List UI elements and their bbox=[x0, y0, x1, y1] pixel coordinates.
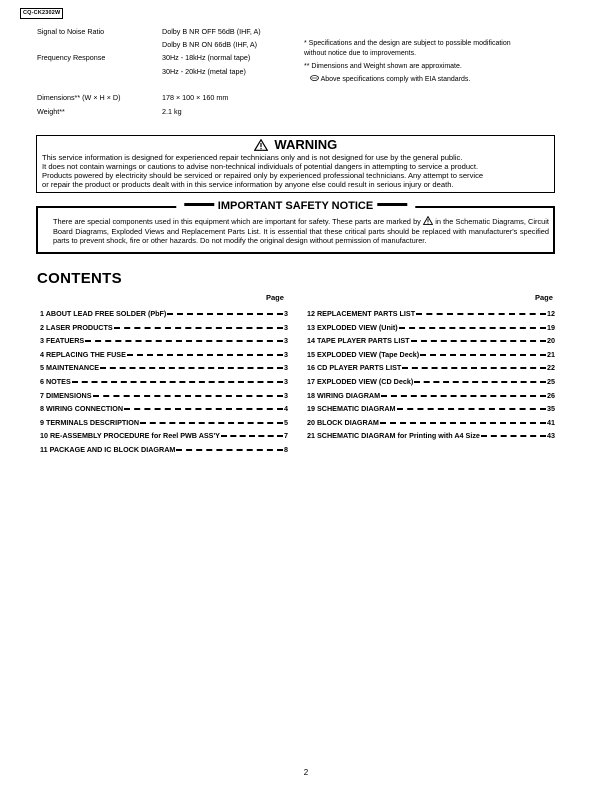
toc-entry-page: 22 bbox=[547, 363, 555, 373]
toc-entry[interactable] bbox=[307, 350, 555, 360]
toc-entry-page: 25 bbox=[547, 377, 555, 386]
safety-title: IMPORTANT SAFETY NOTICE bbox=[217, 200, 374, 212]
warning-title: WARNING bbox=[274, 137, 338, 152]
toc-entry-title: 15 EXPLODED VIEW (Tape Deck) bbox=[307, 349, 420, 359]
heading-rule-right bbox=[377, 203, 407, 206]
toc-entry-title: 20 BLOCK DIAGRAM bbox=[307, 417, 379, 427]
page-number: 2 bbox=[303, 768, 309, 777]
toc-entry-title: 9 TERMINALS DESCRIPTION bbox=[40, 417, 140, 427]
toc-entry-title: 7 DIMENSIONS bbox=[40, 390, 92, 400]
toc-entry-page: 3 bbox=[284, 363, 288, 373]
warning-text bbox=[42, 153, 557, 189]
spec-freq-label: Frequency Response bbox=[37, 53, 106, 62]
toc-entry-page: 12 bbox=[547, 309, 555, 318]
toc-leader-dots bbox=[85, 340, 283, 342]
toc-entry-page: 3 bbox=[284, 336, 288, 346]
note-line-3: ** Dimensions and Weight shown are approximate. bbox=[304, 63, 462, 70]
toc-entry-page: 41 bbox=[547, 417, 555, 427]
warning-line-1: This service information is designed for experienced repair technicians only and is not designed for use by the general public. bbox=[42, 153, 463, 162]
toc-entry-title: 10 RE-ASSEMBLY PROCEDURE for Reel PWB ASS'Y bbox=[40, 431, 220, 441]
toc-entry[interactable] bbox=[40, 445, 288, 455]
toc-leader-dots bbox=[114, 327, 283, 329]
toc-leader-dots bbox=[416, 313, 546, 315]
toc-leader-dots bbox=[380, 422, 546, 424]
toc-entry-page: 19 bbox=[547, 322, 555, 332]
toc-entry-title: 5 MAINTENANCE bbox=[40, 363, 100, 373]
toc-entry[interactable] bbox=[307, 377, 555, 387]
toc-entry-title: 19 SCHEMATIC DIAGRAM bbox=[307, 404, 396, 414]
toc-leader-dots bbox=[420, 354, 546, 356]
page-column-label-left: Page bbox=[266, 293, 284, 302]
safety-notice-box bbox=[36, 200, 555, 254]
model-number-tag: CQ-CK2302W bbox=[20, 8, 63, 19]
toc-leader-dots bbox=[167, 313, 283, 315]
toc-entry[interactable] bbox=[307, 431, 555, 441]
toc-entry-title: 11 PACKAGE AND IC BLOCK DIAGRAM bbox=[40, 445, 176, 454]
spec-dimensions-label: Dimensions** (W × H × D) bbox=[37, 93, 121, 102]
page-column-label-right: Page bbox=[535, 293, 553, 302]
toc-entry-page: 4 bbox=[284, 404, 288, 414]
toc-entry[interactable] bbox=[307, 404, 555, 414]
toc-leader-dots bbox=[381, 395, 546, 397]
toc-leader-dots bbox=[402, 367, 546, 369]
toc-leader-dots bbox=[127, 354, 283, 356]
toc-entry-page: 3 bbox=[284, 349, 288, 359]
warning-line-3: Products powered by electricity should be serviced or repaired only by experienced professional technicians. Any attempt to service bbox=[42, 171, 484, 180]
spec-weight-label: Weight** bbox=[37, 107, 65, 116]
toc-entry-title: 14 TAPE PLAYER PARTS LIST bbox=[307, 336, 410, 346]
spec-dimensions-value: 178 × 100 × 160 mm bbox=[162, 93, 229, 102]
toc-entry[interactable] bbox=[40, 323, 288, 333]
warning-box bbox=[36, 135, 555, 193]
toc-entry[interactable] bbox=[307, 391, 555, 401]
toc-entry-title: 18 WIRING DIAGRAM bbox=[307, 390, 381, 400]
toc-entry-page: 3 bbox=[284, 309, 288, 318]
spec-snr-label: Signal to Noise Ratio bbox=[37, 27, 105, 36]
toc-leader-dots bbox=[411, 340, 546, 342]
toc-entry-page: 8 bbox=[284, 445, 288, 454]
warning-triangle-icon bbox=[254, 137, 275, 152]
toc-entry-title: 17 EXPLODED VIEW (CD Deck) bbox=[307, 377, 414, 386]
toc-entry-title: 4 REPLACING THE FUSE bbox=[40, 349, 126, 359]
toc-entry-title: 8 WIRING CONNECTION bbox=[40, 404, 124, 414]
toc-entry-page: 43 bbox=[547, 431, 555, 441]
toc-leader-dots bbox=[221, 435, 283, 437]
spec-freq-value-1: 30Hz - 18kHz (normal tape) bbox=[162, 53, 251, 62]
toc-leader-dots bbox=[124, 408, 283, 410]
toc-entry-title: 1 ABOUT LEAD FREE SOLDER (PbF) bbox=[40, 309, 167, 318]
toc-entry[interactable] bbox=[307, 323, 555, 333]
warning-heading bbox=[37, 136, 554, 154]
toc-entry-title: 16 CD PLAYER PARTS LIST bbox=[307, 363, 402, 373]
safety-mark-icon bbox=[423, 216, 433, 227]
toc-entry[interactable] bbox=[40, 363, 288, 373]
toc-entry[interactable] bbox=[307, 363, 555, 373]
toc-entry-page: 3 bbox=[284, 390, 288, 400]
toc-entry[interactable] bbox=[40, 309, 288, 319]
contents-title: CONTENTS bbox=[37, 270, 122, 287]
safety-text-a: There are special components used in this equipment which are important for safety. These parts are marked by bbox=[53, 217, 421, 226]
toc-leader-dots bbox=[397, 408, 546, 410]
toc-entry-page: 7 bbox=[284, 431, 288, 441]
toc-entry-page: 20 bbox=[547, 336, 555, 346]
note-line-2: without notice due to improvements. bbox=[304, 50, 417, 57]
spec-weight-value: 2.1 kg bbox=[162, 107, 182, 116]
spec-snr-value-1: Dolby B NR OFF 56dB (IHF, A) bbox=[162, 27, 261, 36]
toc-entry-title: 12 REPLACEMENT PARTS LIST bbox=[307, 309, 416, 318]
warning-line-4: or repair the product or products dealt with in this service information by anyone else could result in serious injury or death. bbox=[42, 180, 454, 189]
toc-entry[interactable] bbox=[40, 404, 288, 414]
toc-entry-page: 35 bbox=[547, 404, 555, 414]
toc-entry-title: 6 NOTES bbox=[40, 377, 71, 386]
toc-entry-title: 2 LASER PRODUCTS bbox=[40, 322, 113, 332]
safety-text-b: in the Schematic Diagrams, Circuit Board Diagrams, Exploded Views and Replacement Parts List. It is essential that these critical parts should be replaced with manufacturer's specified parts to prevent shock, fire or other hazards. Do not modify the original design without permission of manufacturer. bbox=[53, 217, 549, 245]
toc-entry-page: 21 bbox=[547, 349, 555, 359]
toc-leader-dots bbox=[72, 381, 283, 383]
toc-leader-dots bbox=[100, 367, 283, 369]
toc-entry[interactable] bbox=[40, 391, 288, 401]
toc-leader-dots bbox=[399, 327, 546, 329]
toc-leader-dots bbox=[414, 381, 546, 383]
toc-leader-dots bbox=[93, 395, 283, 397]
heading-rule-left bbox=[184, 203, 214, 206]
warning-line-2: It does not contain warnings or cautions to advise non-technical individuals of potential dangers in attempting to service a product. bbox=[42, 162, 479, 171]
toc-entry-page: 5 bbox=[284, 417, 288, 427]
toc-entry-page: 3 bbox=[284, 322, 288, 332]
spec-freq-value-2: 30Hz - 20kHz (metal tape) bbox=[162, 67, 246, 76]
toc-entry-title: 13 EXPLODED VIEW (Unit) bbox=[307, 322, 398, 332]
spec-snr-value-2: Dolby B NR ON 66dB (IHF, A) bbox=[162, 40, 258, 49]
toc-entry[interactable] bbox=[307, 309, 555, 319]
toc-leader-dots bbox=[176, 449, 283, 451]
safety-text bbox=[53, 216, 549, 245]
eia-mark-icon bbox=[310, 76, 321, 83]
note-line-1: * Specifications and the design are subject to possible modification bbox=[304, 40, 511, 47]
toc-entry[interactable] bbox=[40, 350, 288, 360]
toc-entry-page: 26 bbox=[547, 390, 555, 400]
toc-entry[interactable] bbox=[307, 418, 555, 428]
toc-entry-title: 3 FEATUERS bbox=[40, 336, 85, 346]
toc-entry[interactable] bbox=[40, 418, 288, 428]
toc-entry-title: 21 SCHEMATIC DIAGRAM for Printing with A4 Size bbox=[307, 431, 480, 441]
toc-entry-page: 3 bbox=[284, 377, 288, 386]
toc-entry[interactable] bbox=[40, 377, 288, 387]
toc-entry[interactable] bbox=[307, 336, 555, 346]
toc-leader-dots bbox=[140, 422, 283, 424]
toc-leader-dots bbox=[481, 435, 546, 437]
toc-entry[interactable] bbox=[40, 431, 288, 441]
safety-heading bbox=[176, 200, 415, 213]
toc-entry[interactable] bbox=[40, 336, 288, 346]
note-line-4: Above specifications comply with EIA standards. bbox=[320, 76, 471, 83]
note-line-4-wrap bbox=[310, 75, 470, 84]
